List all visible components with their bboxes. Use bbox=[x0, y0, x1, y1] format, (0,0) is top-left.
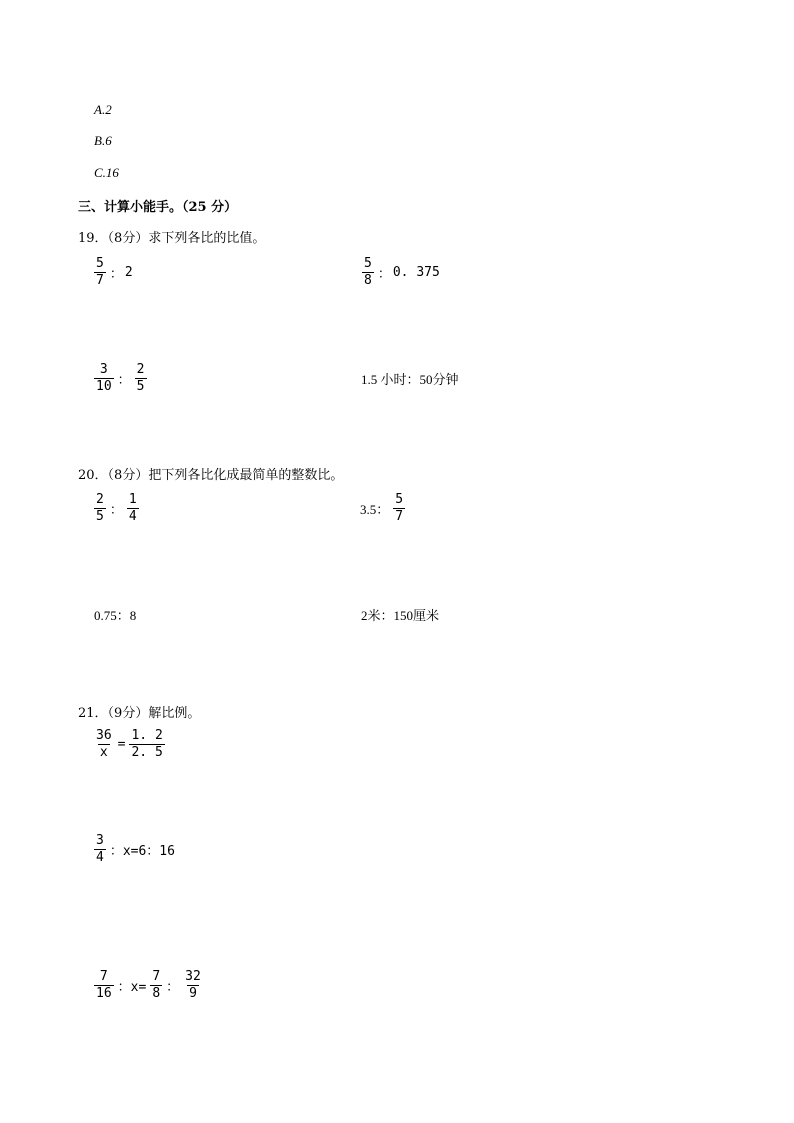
fraction: $\frac{3}{4}$ bbox=[96, 833, 104, 865]
choice-a: A.2 bbox=[94, 102, 112, 117]
fraction: $\frac{32}{9}$ bbox=[185, 969, 201, 1001]
q19-expr-b: $\frac{5}{8}$ ： 0. 375 bbox=[364, 256, 440, 288]
fraction: $\frac{36}{x}$ bbox=[96, 728, 112, 760]
q21-expr-a: $\frac{36}{x}$ = $\frac{1. 2}{2. 5}$ bbox=[96, 728, 163, 760]
q21-expr-b: $\frac{3}{4}$ ：x=6：16 bbox=[96, 833, 175, 865]
fraction: $\frac{5}{8}$ bbox=[364, 256, 372, 288]
choice-b: B.6 bbox=[94, 133, 112, 148]
question-21-title: 21．（9分）解比例。 bbox=[78, 706, 201, 721]
fraction: $\frac{1}{4}$ bbox=[128, 492, 137, 524]
fraction: $\frac{5}{7}$ bbox=[395, 492, 404, 524]
q19-expr-c: $\frac{3}{10}$ ： $\frac{2}{5}$ bbox=[96, 362, 145, 394]
q21-expr-c: $\frac{7}{16}$ ：x= $\frac{7}{8}$ ： $\frac{32}{9}$ bbox=[96, 969, 201, 1001]
fraction: $\frac{5}{7}$ bbox=[96, 256, 104, 288]
q19-expr-a: $\frac{5}{7}$ ： 2 bbox=[96, 256, 133, 288]
fraction: $\frac{1. 2}{2. 5}$ bbox=[131, 728, 163, 760]
question-19-title: 19．（8分）求下列各比的比值。 bbox=[78, 231, 266, 246]
fraction: $\frac{2}{5}$ bbox=[136, 362, 145, 394]
q19-expr-d: 1.5 小时：50分钟 bbox=[361, 372, 459, 387]
fraction: $\frac{7}{8}$ bbox=[152, 969, 161, 1001]
question-20-title: 20．（8分）把下列各比化成最简单的整数比。 bbox=[78, 468, 344, 483]
fraction: $\frac{3}{10}$ bbox=[96, 362, 112, 394]
fraction: $\frac{2}{5}$ bbox=[96, 492, 104, 524]
fraction: $\frac{7}{16}$ bbox=[96, 969, 112, 1001]
q20-expr-d: 2米：150厘米 bbox=[361, 608, 440, 623]
q20-expr-a: $\frac{2}{5}$ ： $\frac{1}{4}$ bbox=[96, 492, 137, 524]
choice-c: C.16 bbox=[94, 165, 119, 180]
q20-expr-b: 3.5： $\frac{5}{7}$ bbox=[360, 492, 404, 524]
section-title: 三、计算小能手。（25 分） bbox=[78, 200, 238, 215]
q20-expr-c: 0.75：8 bbox=[94, 608, 137, 623]
